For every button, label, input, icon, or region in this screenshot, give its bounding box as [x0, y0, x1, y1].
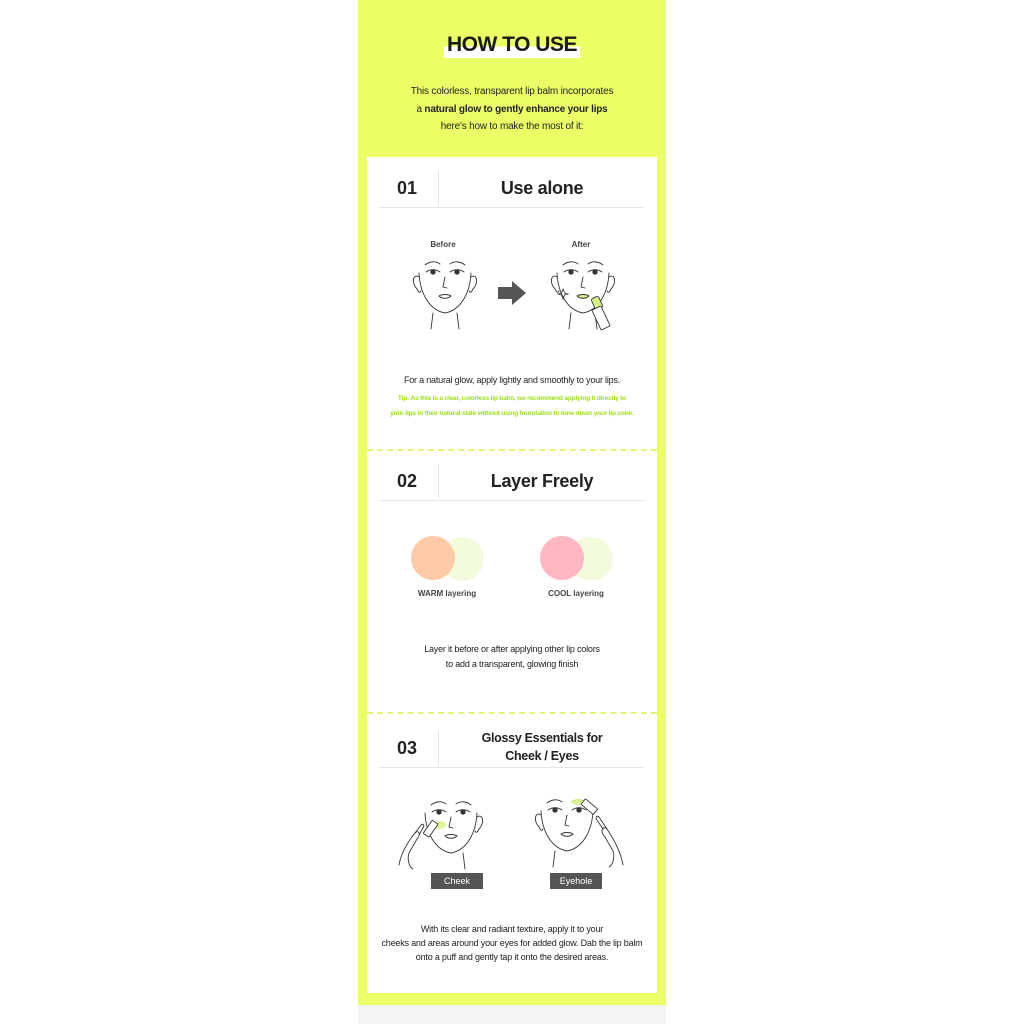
- step-01-title: Use alone: [500, 178, 584, 198]
- page-title: HOW TO USE: [444, 32, 580, 58]
- section-divider-2: [367, 712, 657, 714]
- step-03-header: [379, 731, 644, 768]
- intro-line-2: [358, 101, 666, 119]
- intro-text: [358, 83, 666, 136]
- steps-card: [367, 157, 657, 993]
- step-02-description-line-1: Layer it before or after applying other lip colors: [424, 644, 600, 654]
- cheek-tag: Cheek: [431, 873, 483, 889]
- step-03-title-line-2: Cheek / Eyes: [505, 749, 579, 763]
- warm-layering-label: WARM layering: [417, 589, 477, 598]
- face-after-icon: [543, 255, 633, 333]
- intro-line-3: here's how to make the most of it:: [440, 121, 584, 132]
- warm-color-circle: [411, 536, 455, 580]
- face-before-icon: [405, 255, 485, 330]
- face-cheek-icon: [391, 795, 491, 875]
- intro-line-2-highlight: natural glow to gently enhance your lips: [424, 103, 608, 115]
- section-divider-1: [367, 449, 657, 451]
- step-03-number: 03: [379, 731, 439, 765]
- step-02-title: Layer Freely: [490, 471, 594, 491]
- step-03-description-line-1: With its clear and radiant texture, apply it to your: [420, 924, 604, 934]
- face-eye-icon: [527, 793, 637, 873]
- step-01-description: For a natural glow, apply lightly and smoothly to your lips.: [403, 375, 621, 385]
- intro-line-1: This colorless, transparent lip balm incorporates: [410, 86, 614, 97]
- how-to-use-panel: [358, 0, 666, 1005]
- intro-line-2-prefix: a: [416, 103, 425, 115]
- right-arrow-icon: [498, 281, 526, 305]
- step-03-title-line-1: Glossy Essentials for: [481, 731, 603, 745]
- step-02-header: [379, 464, 644, 501]
- step-02-number: 02: [379, 464, 439, 498]
- step-03-title: [440, 729, 644, 763]
- before-label: Before: [430, 240, 456, 249]
- title-wrap: [358, 32, 666, 58]
- eyehole-tag: Eyehole: [550, 873, 602, 889]
- step-01-tip-line-2: your lips in their natural state without using foundation to tone down your lip color.: [390, 410, 634, 417]
- step-01-number: 01: [379, 171, 439, 205]
- lip-balm-stick-icon: [591, 296, 610, 330]
- cool-color-circle: [540, 536, 584, 580]
- after-label: After: [571, 240, 591, 249]
- step-01-header: [379, 171, 644, 208]
- step-01-tip-line-1: Tip: As this is a clear, colorless lip balm, we recommend applying it directly to: [397, 395, 627, 402]
- cool-layering-label: COOL layering: [548, 589, 604, 598]
- bottom-strip: [358, 1005, 666, 1024]
- step-03-description-line-3: onto a puff and gently tap it onto the desired areas.: [415, 952, 609, 962]
- step-02-description-line-2: to add a transparent, glowing finish: [445, 659, 579, 669]
- step-03-description-line-2: cheeks and areas around your eyes for added glow. Dab the lip balm: [381, 938, 643, 948]
